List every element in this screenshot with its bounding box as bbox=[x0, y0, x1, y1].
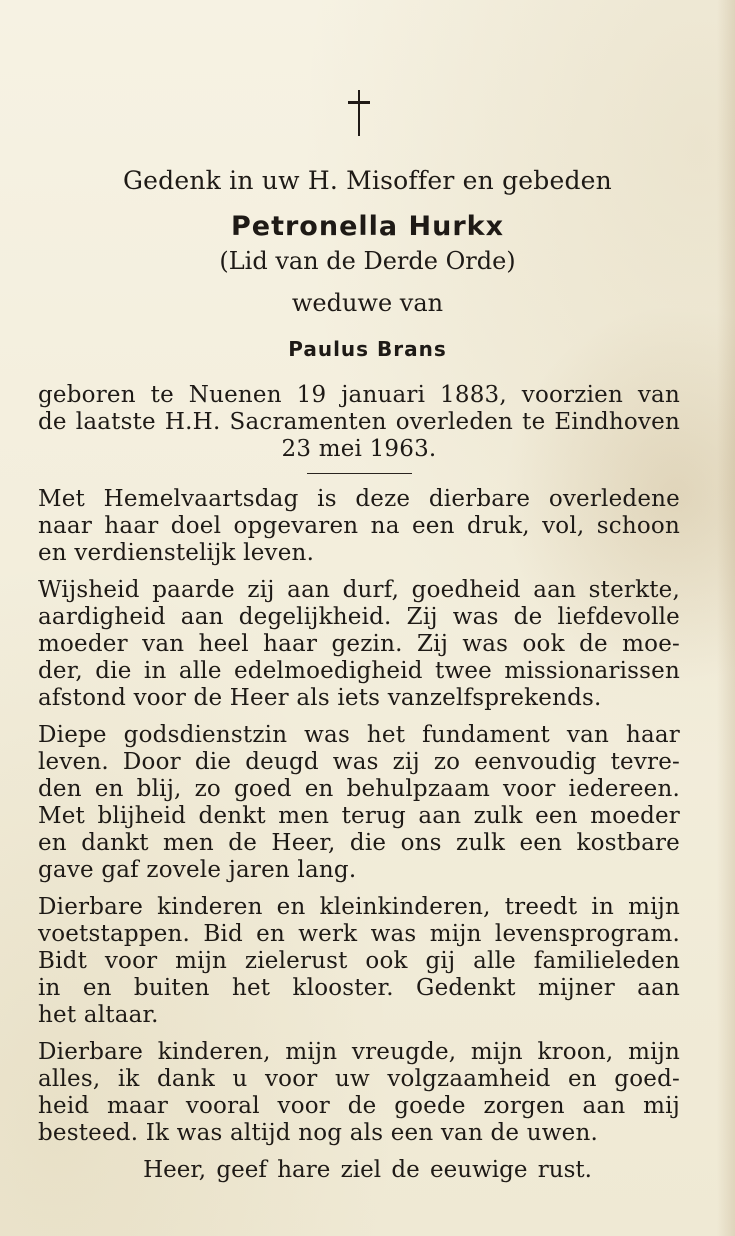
husband-name: Paulus Brans bbox=[288, 337, 447, 361]
text-line: Diepe godsdienstzin was het fundament van haar bbox=[38, 722, 680, 748]
text-line: aardigheid aan degelijkheid. Zij was de liefdevolle bbox=[38, 604, 680, 630]
text-line: der, die in alle edelmoedigheid twee missionarissen bbox=[38, 658, 680, 684]
text-line: voetstappen. Bid en werk was mijn levensprogram. bbox=[38, 921, 680, 947]
text-line: Dierbare kinderen en kleinkinderen, treedt in mijn bbox=[38, 894, 680, 920]
cross-icon bbox=[337, 88, 381, 140]
memorial-paragraph bbox=[38, 894, 680, 1029]
memorial-paragraph bbox=[38, 1039, 680, 1147]
text-line: in en buiten het klooster. Gedenkt mijner aan bbox=[38, 975, 680, 1001]
text-line: Met Hemelvaartsdag is deze dierbare overledene bbox=[38, 486, 680, 512]
text-line: het altaar. bbox=[38, 1002, 159, 1028]
text-line: alles, ik dank u voor uw volgzaamheid en goed- bbox=[38, 1066, 680, 1092]
relation-text: weduwe van bbox=[291, 289, 444, 317]
text-line: Dierbare kinderen, mijn vreugde, mijn kroon, mijn bbox=[38, 1039, 680, 1065]
memorial-text bbox=[38, 486, 680, 1157]
text-line: besteed. Ik was altijd nog als een van de uwen. bbox=[38, 1120, 598, 1146]
text-line: afstond voor de Heer als iets vanzelfsprekends. bbox=[38, 685, 602, 711]
text-line: moeder van heel haar gezin. Zij was ook de moe- bbox=[38, 631, 680, 657]
text-line: Bidt voor mijn zielerust ook gij alle familieleden bbox=[38, 948, 680, 974]
memorial-intro: Gedenk in uw H. Misoffer en gebeden bbox=[123, 166, 612, 195]
text-line: gave gaf zovele jaren lang. bbox=[38, 857, 357, 883]
memorial-paragraph bbox=[38, 722, 680, 884]
text-line: den en blij, zo goed en behulpzaam voor iedereen. bbox=[38, 776, 680, 802]
sacraments-death-line: de laatste H.H. Sacramenten overleden te Eindhoven bbox=[38, 409, 680, 435]
text-line: en verdienstelijk leven. bbox=[38, 540, 315, 566]
text-line: en dankt men de Heer, die ons zulk een kostbare bbox=[38, 830, 680, 856]
closing-prayer: Heer, geef hare ziel de eeuwige rust. bbox=[143, 1157, 592, 1183]
birth-death-details bbox=[38, 382, 680, 463]
memorial-paragraph bbox=[38, 486, 680, 567]
memorial-paragraph bbox=[38, 577, 680, 712]
text-line: Met blijheid denkt men terug aan zulk een moeder bbox=[38, 803, 680, 829]
section-divider bbox=[307, 473, 412, 474]
text-line: heid maar vooral voor de goede zorgen aan mij bbox=[38, 1093, 680, 1119]
deceased-subtitle: (Lid van de Derde Orde) bbox=[219, 247, 516, 275]
text-line: Wijsheid paarde zij aan durf, goedheid aan sterkte, bbox=[38, 577, 680, 603]
birth-details-line: geboren te Nuenen 19 januari 1883, voorzien van bbox=[38, 382, 680, 408]
text-line: naar haar doel opgevaren na een druk, vol, schoon bbox=[38, 513, 680, 539]
death-date-line: 23 mei 1963. bbox=[281, 436, 437, 462]
text-line: leven. Door die deugd was zij zo eenvoudig tevre- bbox=[38, 749, 680, 775]
deceased-name: Petronella Hurkx bbox=[230, 211, 505, 242]
